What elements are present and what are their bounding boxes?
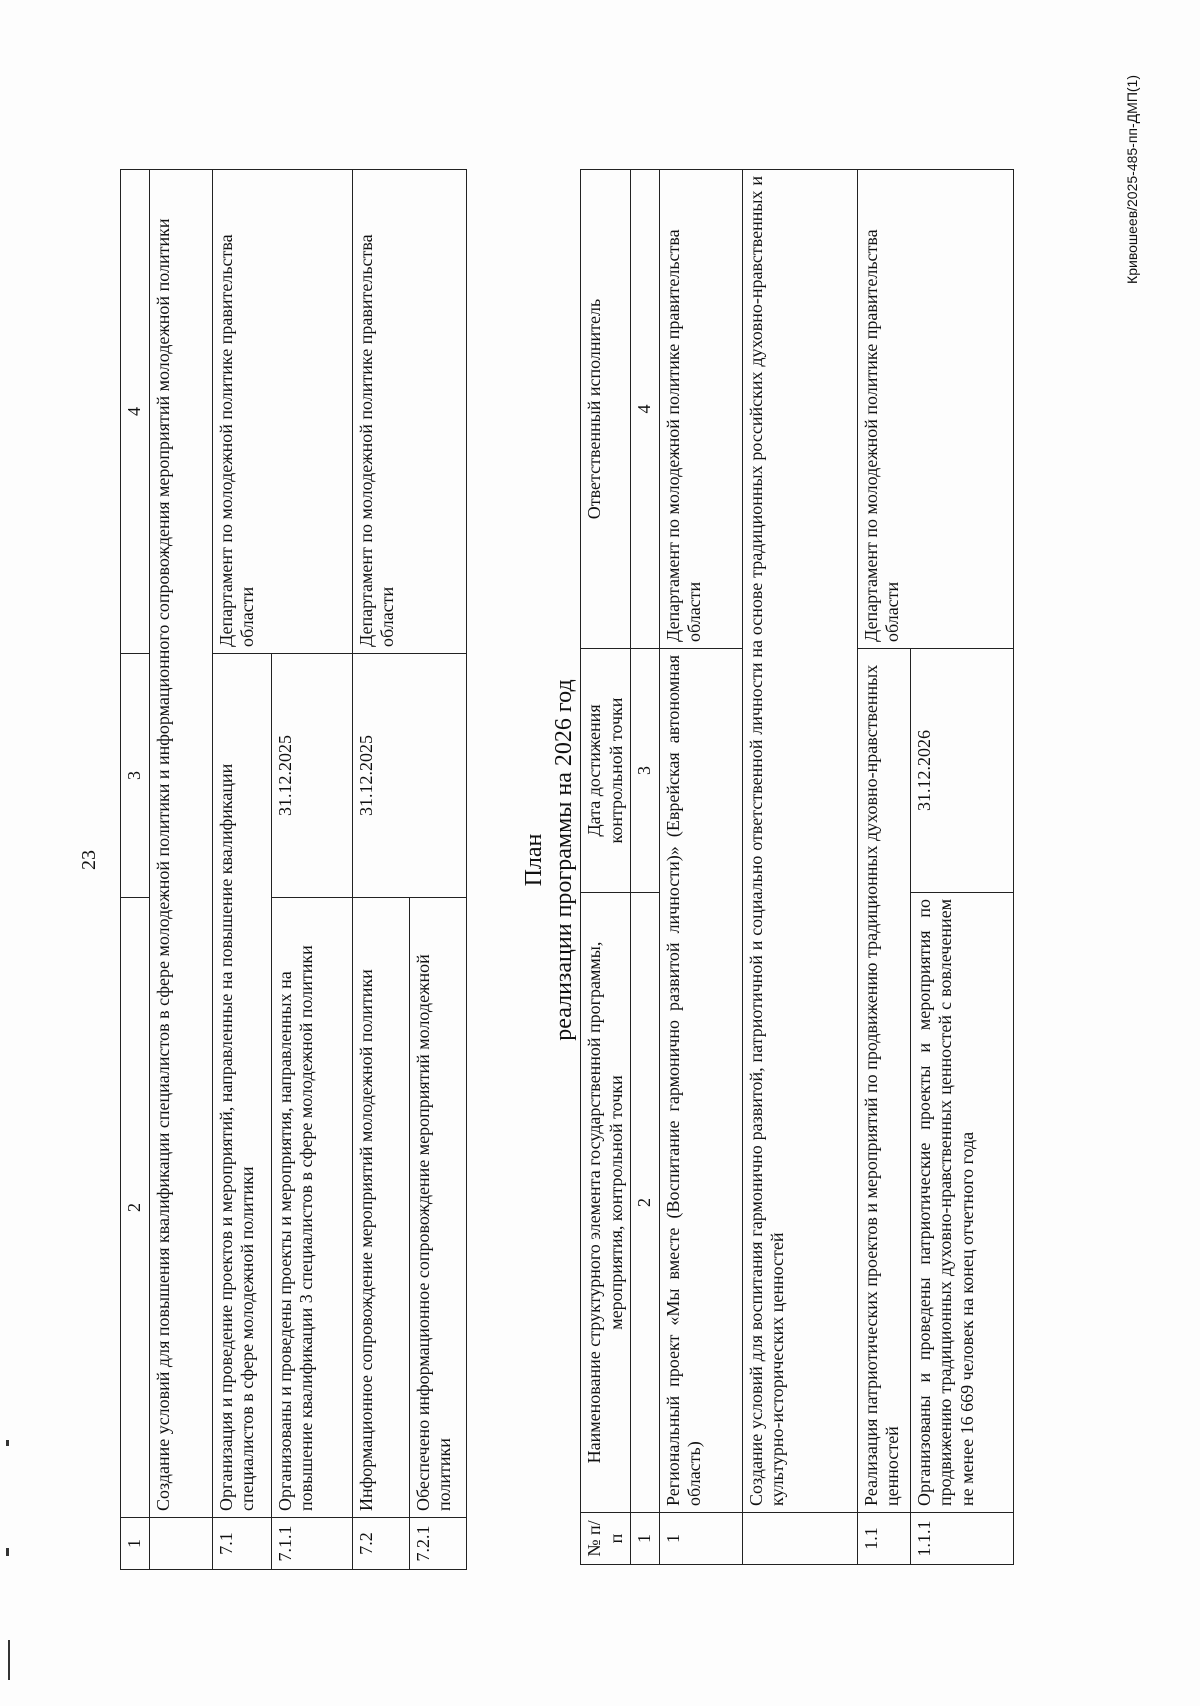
section-text: Создание условий для воспитания гармонично развитой, патриотичной и социально ответственной личности на основе традиционных российских духовно-нравственных и культурно-исторических ценностей [742,170,857,1513]
document-code: Кривошеев/2025-485-пп-ДМП(1) [1124,75,1140,284]
table-row [212,170,271,1570]
index-cell: 2 [631,893,660,1513]
row-number: 1.1 [857,1513,910,1565]
row-name: Организованы и проведены патриотические проекты и мероприятия по продвижению традиционных духовно-нравственных ценностей с вовлечением не менее 16 669 человек на конец отчетного года [910,893,1013,1513]
row-name: Организация и проведение проектов и мероприятий, направленные на повышение квалификации специалистов в сфере молодежной политики [212,654,271,1518]
row-executor: Департамент по молодежной политике правительства области [659,170,742,649]
plan-table [580,169,1014,1565]
header-cell: 1 [121,1518,150,1570]
header-date: Дата достижения контрольной точки [581,649,631,893]
index-cell: 4 [631,170,660,649]
row-date: 31.12.2025 [352,654,466,898]
header-name: Наименование структурного элемента государственной программы, мероприятия, контрольной точки [581,893,631,1513]
column-index-row [631,170,660,1565]
row-executor: Департамент по молодежной политике правительства области [212,170,352,654]
row-name: Региональный проект «Мы вместе (Воспитание гармонично развитой личности)» (Еврейская автономная область) [659,649,742,1513]
continuation-table [120,169,467,1570]
rotated-content [0,40,1150,1680]
row-number: 1 [659,1513,742,1565]
table-header-row [581,170,631,1565]
header-cell: 4 [121,170,150,654]
index-cell: 1 [631,1513,660,1565]
row-name: Информационное сопровождение мероприятий молодежной политики [352,898,409,1518]
table-row [659,170,742,1565]
plan-title: План [521,833,547,887]
row-number: 7.1 [212,1518,271,1570]
table-row [857,170,910,1565]
section-row [742,170,857,1565]
row-executor: Департамент по молодежной политике правительства области [857,170,1013,649]
row-number: 7.2 [352,1518,409,1570]
row-name: Реализация патриотических проектов и мероприятий по продвижению традиционных духовно-нравственных ценностей [857,649,910,1513]
row-date: 31.12.2025 [271,654,352,898]
header-executor: Ответственный исполнитель [581,170,631,649]
index-cell: 3 [631,649,660,893]
table-header-row [121,170,150,1570]
header-cell: 2 [121,898,150,1518]
table-row [352,170,409,1570]
header-cell: 3 [121,654,150,898]
page-number: 23 [78,850,100,870]
row-date: 31.12.2026 [910,649,1013,893]
plan-subtitle: реализации программы на 2026 год [551,679,577,1041]
header-num: № п/п [581,1513,631,1565]
row-executor: Департамент по молодежной политике правительства области [352,170,466,654]
row-name: Организованы и проведены проекты и мероприятия, направленных на повышение квалификации 3 специалистов в сфере молодежной политики [271,898,352,1518]
section-row [149,170,212,1570]
row-name: Обеспечено информационное сопровождение мероприятий молодежной политики [409,898,466,1518]
row-number: 1.1.1 [910,1513,1013,1565]
section-text: Создание условий для повышения квалификации специалистов в сфере молодежной политики и информационного сопровождения мероприятий молодежной политики [149,170,212,1518]
row-number: 7.1.1 [271,1518,352,1570]
row-number: 7.2.1 [409,1518,466,1570]
